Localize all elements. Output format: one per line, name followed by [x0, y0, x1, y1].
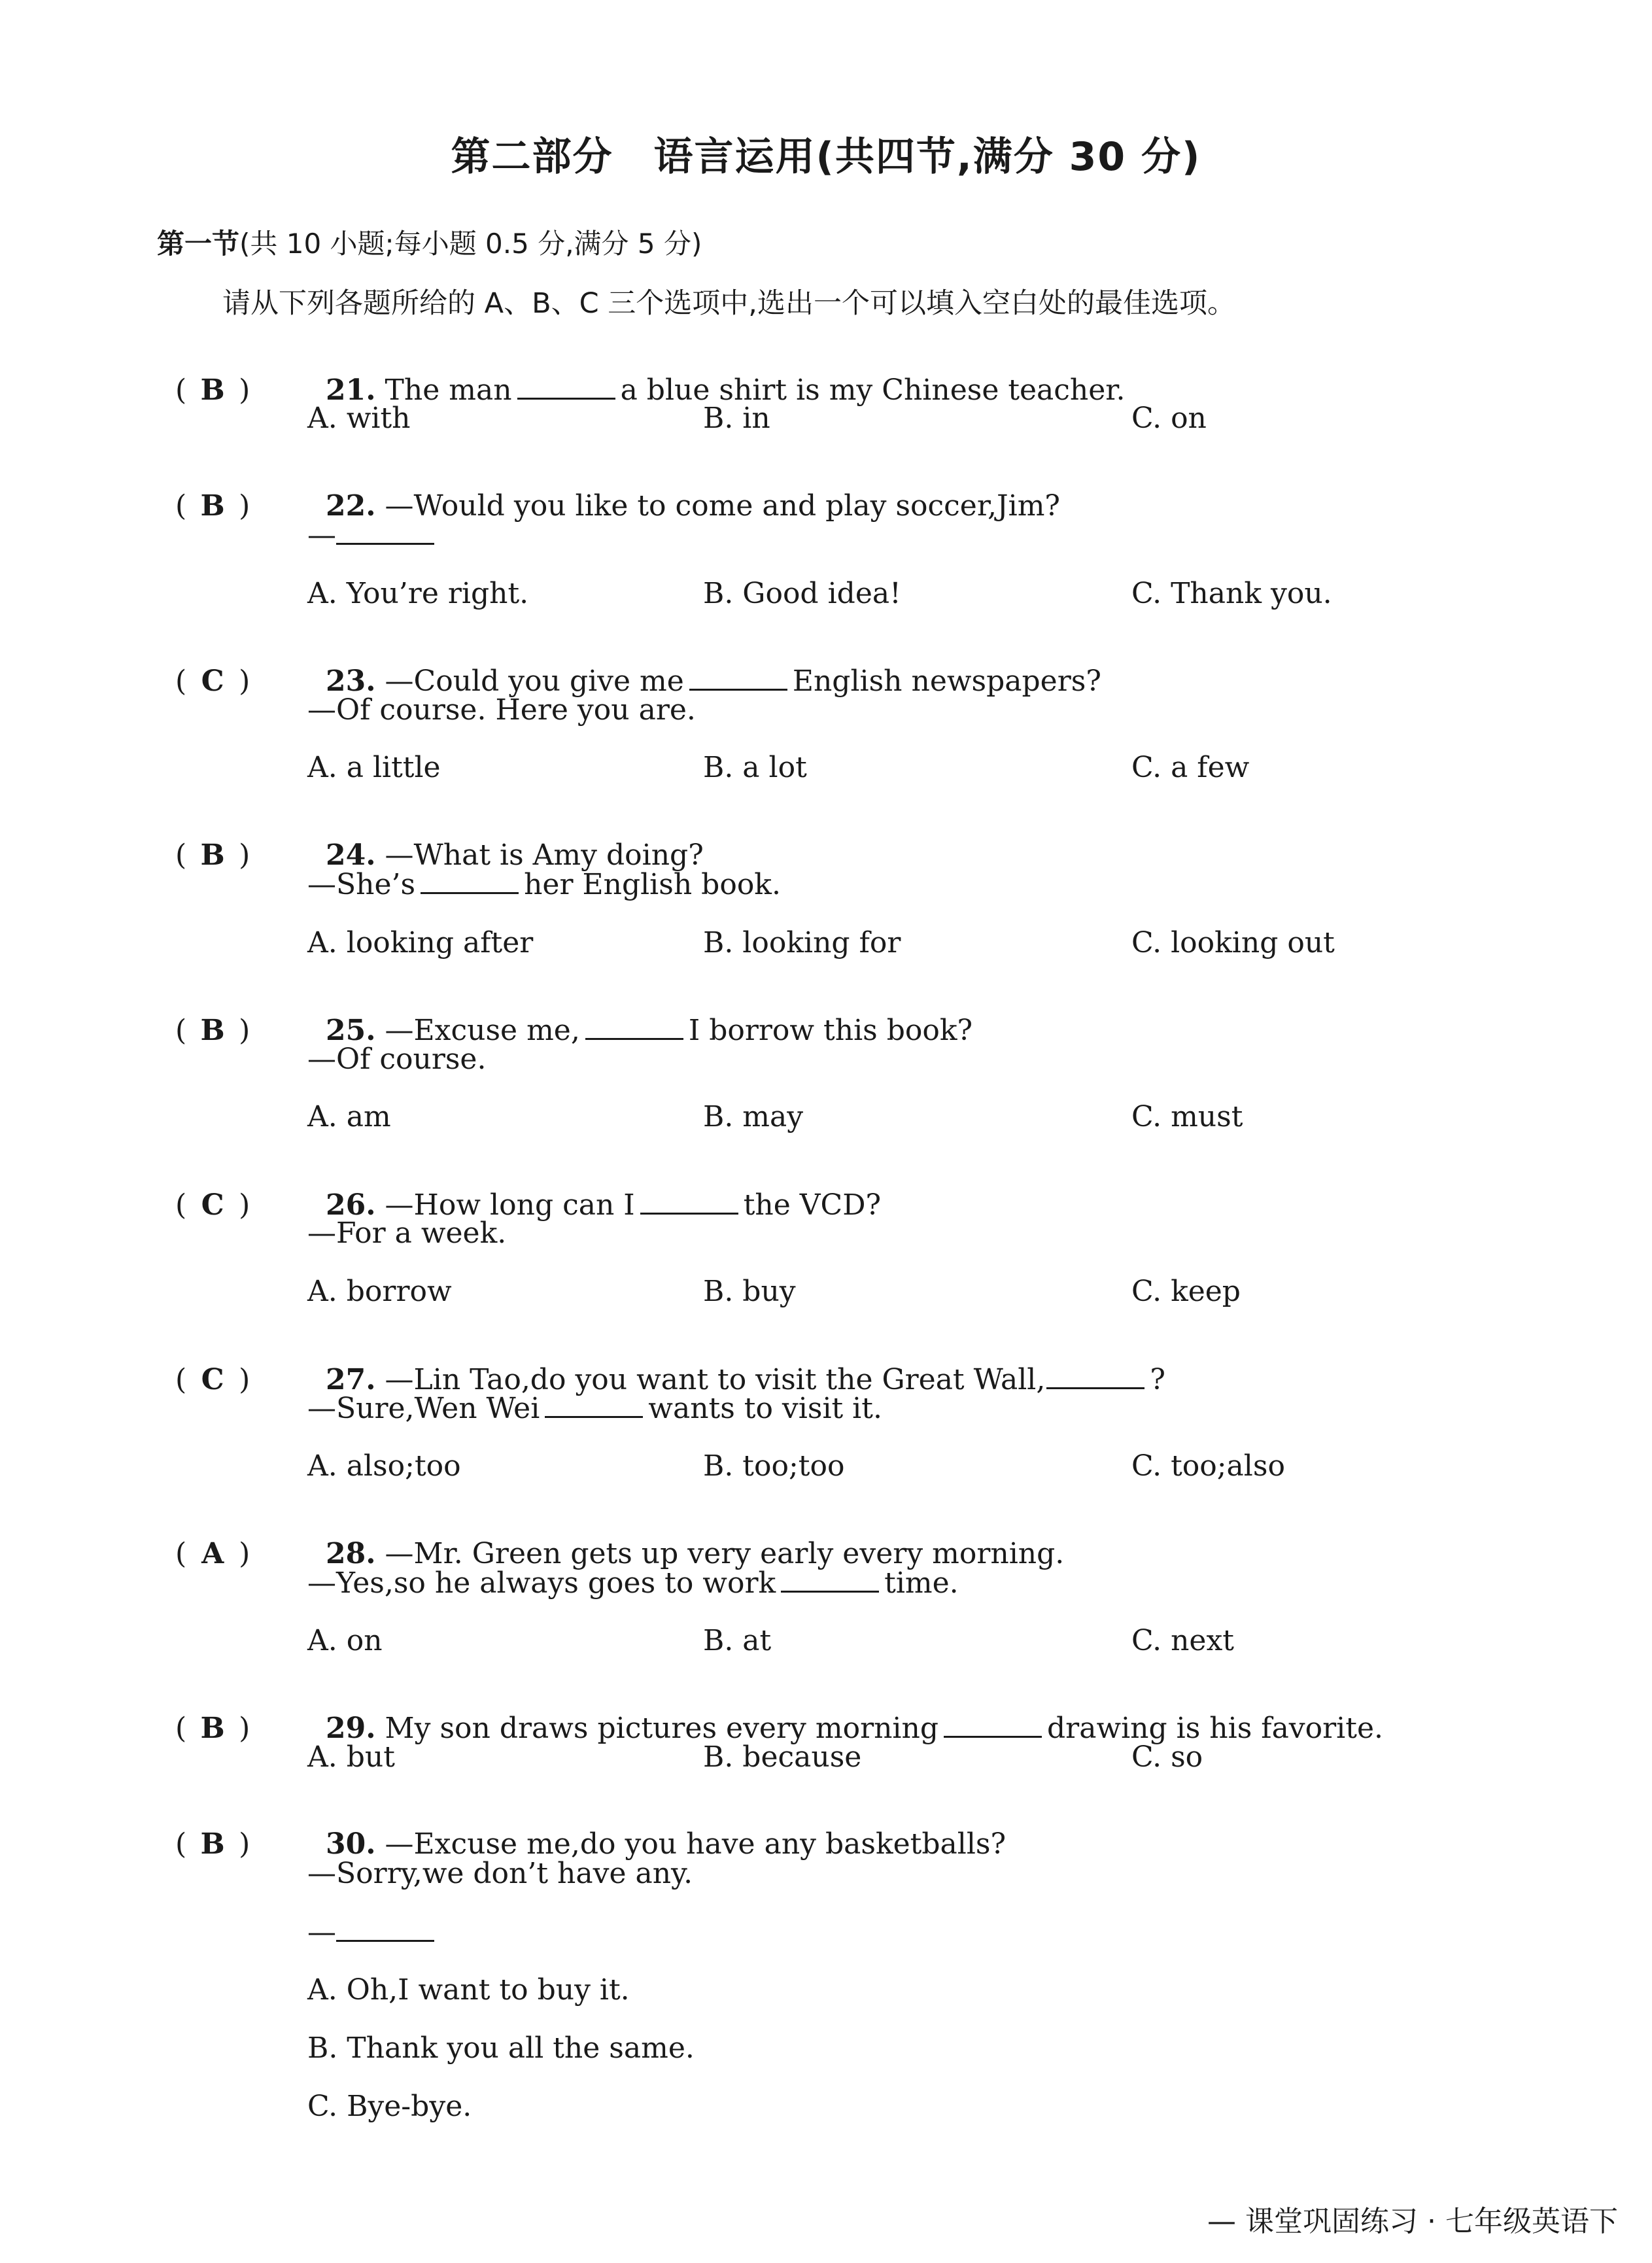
option-c: C. on: [1131, 402, 1207, 435]
option-b: B. in: [703, 402, 770, 435]
question-number: 25.: [325, 1014, 376, 1047]
question-number: 23.: [325, 665, 376, 698]
answer: C: [201, 665, 224, 698]
question-stem: My son draws pictures every morning: [385, 1712, 939, 1745]
section-heading: [157, 222, 702, 262]
reply-text: her English book.: [524, 868, 781, 901]
reply-dash: —: [307, 519, 336, 552]
option-a: A. am: [307, 1100, 391, 1133]
answer-paren: ( B ): [175, 489, 250, 523]
option-c: C. so: [1131, 1740, 1203, 1774]
question-26: [157, 1162, 881, 1220]
answer-paren: ( B ): [175, 838, 250, 872]
question-number: 27.: [325, 1363, 376, 1396]
question-number: 24.: [325, 838, 376, 872]
question-stem: —What is Amy doing?: [385, 838, 704, 872]
blank: [689, 666, 787, 691]
blank: [336, 521, 434, 545]
option-a: A. You’re right.: [307, 577, 529, 610]
question-number: 22.: [325, 489, 376, 523]
question-stem: a blue shirt is my Chinese teacher.: [620, 373, 1126, 407]
question-number: 26.: [325, 1188, 376, 1222]
option-b: B. may: [703, 1100, 804, 1133]
answer-paren: ( C ): [175, 1188, 250, 1222]
question-21: [157, 347, 1126, 405]
question-number: 28.: [325, 1537, 376, 1570]
answer-paren: ( A ): [175, 1537, 250, 1570]
option-c: C. looking out: [1131, 926, 1335, 959]
question-number: 29.: [325, 1712, 376, 1745]
question-30: [157, 1801, 1006, 1859]
option-b: B. Thank you all the same.: [307, 2031, 695, 2065]
reply-dash: —: [307, 1916, 336, 1949]
question-stem: —How long can I: [385, 1188, 635, 1222]
reply-line: [307, 1918, 439, 1947]
answer: C: [201, 1363, 224, 1396]
reply-line: [307, 1568, 959, 1598]
answer: B: [200, 1014, 225, 1047]
option-a: A. on: [307, 1624, 383, 1657]
reply-line: —For a week.: [307, 1217, 507, 1250]
section-label: 第一节: [157, 228, 240, 260]
option-b: B. looking for: [703, 926, 901, 959]
option-c: C. Bye-bye.: [307, 2090, 472, 2123]
answer: B: [200, 1827, 225, 1861]
option-c: C. keep: [1131, 1275, 1241, 1308]
reply-text: —Yes,so he always goes to work: [307, 1566, 776, 1600]
reply-line: —Of course. Here you are.: [307, 693, 696, 727]
reply-line: [307, 1394, 882, 1423]
page-footer: — 课堂巩固练习 · 七年级英语下: [1207, 2205, 1618, 2238]
reply-text: time.: [884, 1566, 959, 1600]
question-stem: ?: [1150, 1363, 1165, 1396]
question-stem: the VCD?: [743, 1188, 882, 1222]
answer: C: [201, 1188, 224, 1222]
question-stem: drawing is his favorite.: [1047, 1712, 1383, 1745]
reply-line: [307, 870, 781, 899]
answer: B: [200, 1712, 225, 1745]
option-a: A. a little: [307, 751, 441, 784]
option-c: C. too;also: [1131, 1449, 1285, 1483]
page-title: 第二部分 语言运用(共四节,满分 30 分): [451, 134, 1201, 180]
option-a: A. also;too: [307, 1449, 461, 1483]
blank: [640, 1190, 738, 1215]
question-stem: —Mr. Green gets up very early every morning.: [385, 1537, 1065, 1570]
section-instruction: 请从下列各题所给的 A、B、C 三个选项中,选出一个可以填入空白处的最佳选项。: [222, 287, 1235, 320]
blank: [781, 1568, 879, 1593]
answer-paren: ( B ): [175, 1014, 250, 1047]
question-24: [157, 812, 704, 870]
option-c: C. Thank you.: [1131, 577, 1332, 610]
reply-text: —Sure,Wen Wei: [307, 1392, 540, 1425]
option-c: C. must: [1131, 1100, 1243, 1133]
option-a: A. borrow: [307, 1275, 452, 1308]
reply-text: wants to visit it.: [648, 1392, 882, 1425]
answer-paren: ( C ): [175, 665, 250, 698]
option-b: B. buy: [703, 1275, 796, 1308]
question-27: [157, 1336, 1165, 1394]
question-stem: —Lin Tao,do you want to visit the Great Wall,: [385, 1363, 1046, 1396]
answer: B: [200, 489, 225, 523]
answer-paren: ( B ): [175, 373, 250, 407]
answer: B: [200, 373, 225, 407]
question-number: 21.: [325, 373, 376, 407]
question-stem: —Excuse me,: [385, 1014, 580, 1047]
option-b: B. because: [703, 1740, 862, 1774]
reply-text: —She’s: [307, 868, 416, 901]
answer-paren: ( B ): [175, 1712, 250, 1745]
answer-paren: ( B ): [175, 1827, 250, 1861]
option-c: C. next: [1131, 1624, 1234, 1657]
question-25: [157, 987, 972, 1045]
question-28: [157, 1511, 1064, 1568]
blank: [336, 1918, 434, 1942]
question-stem: —Excuse me,do you have any basketballs?: [385, 1827, 1007, 1861]
question-number: 30.: [325, 1827, 376, 1861]
blank: [1046, 1365, 1144, 1389]
blank: [944, 1714, 1042, 1738]
blank: [421, 870, 519, 894]
answer: B: [200, 838, 225, 872]
blank: [545, 1394, 643, 1418]
question-29: [157, 1685, 1383, 1743]
question-stem: English newspapers?: [792, 665, 1101, 698]
blank: [585, 1016, 683, 1040]
option-a: A. but: [307, 1740, 395, 1774]
option-c: C. a few: [1131, 751, 1250, 784]
question-stem: —Would you like to come and play soccer,Jim?: [385, 489, 1061, 523]
option-a: A. looking after: [307, 926, 534, 959]
question-stem: —Could you give me: [385, 665, 684, 698]
option-b: B. at: [703, 1624, 772, 1657]
blank: [517, 375, 615, 400]
reply-line: —Sorry,we don’t have any.: [307, 1857, 693, 1890]
question-stem: The man: [385, 373, 512, 407]
option-a: A. with: [307, 402, 411, 435]
option-b: B. too;too: [703, 1449, 845, 1483]
reply-line: [307, 521, 439, 550]
option-b: B. Good idea!: [703, 577, 901, 610]
option-a: A. Oh,I want to buy it.: [307, 1973, 630, 2007]
question-23: [157, 638, 1101, 696]
question-22: [157, 463, 1060, 521]
question-stem: I borrow this book?: [688, 1014, 973, 1047]
answer: A: [201, 1537, 224, 1570]
reply-line: —Of course.: [307, 1043, 487, 1076]
answer-paren: ( C ): [175, 1363, 250, 1396]
option-b: B. a lot: [703, 751, 807, 784]
section-note: (共 10 小题;每小题 0.5 分,满分 5 分): [239, 228, 702, 260]
